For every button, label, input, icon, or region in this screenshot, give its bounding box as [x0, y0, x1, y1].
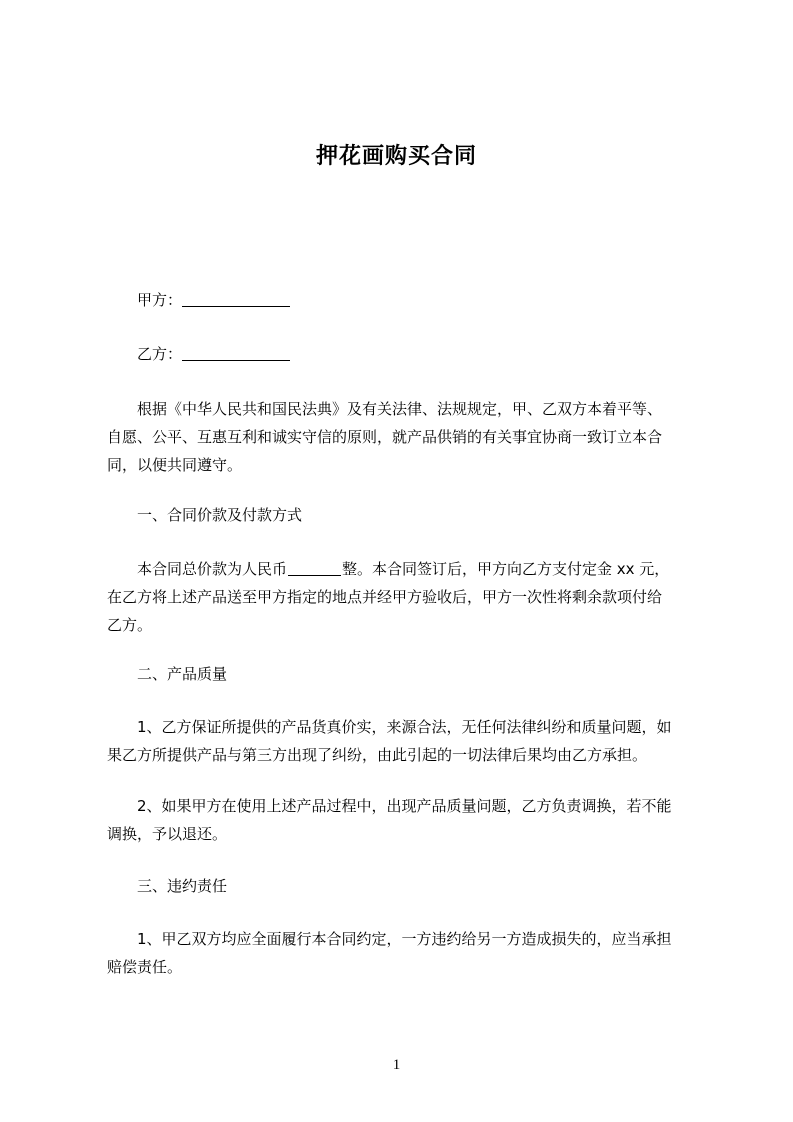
section-2-heading: 二、产品质量 — [137, 665, 228, 683]
price-blank — [288, 559, 341, 576]
section-3-heading: 三、违约责任 — [137, 877, 228, 895]
section-2-item-1 — [107, 713, 713, 769]
price-text-after: 整。本合同签订后，甲方向乙方支付定金 xx 元， — [342, 560, 670, 578]
section-2-item-2-line-1: 2、如果甲方在使用上述产品过程中，出现产品质量问题，乙方负责调换，若不能 — [137, 797, 672, 815]
intro-line-2: 自愿、公平、互惠互利和诚实守信的原则，就产品供销的有关事宜协商一致订立本合 — [107, 428, 663, 446]
section-1-line-1 — [107, 555, 713, 583]
party-b-line — [107, 340, 743, 368]
page-number: 1 — [392, 1057, 401, 1073]
party-a-label: 甲方： — [137, 291, 183, 309]
section-1-line-3: 乙方。 — [107, 616, 153, 634]
intro-line-3: 同，以便共同遵守。 — [107, 456, 243, 474]
intro-line-1: 根据《中华人民共和国民法典》及有关法律、法规规定，甲、乙双方本着平等、 — [137, 400, 663, 418]
section-2-item-1-line-2: 果乙方所提供产品与第三方出现了纠纷，由此引起的一切法律后果均由乙方承担。 — [107, 746, 648, 764]
section-3-item-1-line-2: 赔偿责任。 — [107, 958, 183, 976]
intro-paragraph — [107, 395, 713, 479]
section-2-item-2-line-2: 调换，予以退还。 — [107, 825, 228, 843]
price-text-before: 本合同总价款为人民币 — [137, 560, 288, 578]
document-title: 押花画购买合同 — [315, 144, 477, 169]
party-a-line — [107, 286, 743, 314]
section-1-heading: 一、合同价款及付款方式 — [137, 506, 303, 524]
section-2-item-1-line-1: 1、乙方保证所提供的产品货真价实，来源合法，无任何法律纠纷和质量问题，如 — [137, 718, 672, 736]
party-a-blank — [182, 290, 290, 307]
section-3-item-1-line-1: 1、甲乙双方均应全面履行本合同约定，一方违约给另一方造成损失的，应当承担 — [137, 930, 672, 948]
section-1-line-2: 在乙方将上述产品送至甲方指定的地点并经甲方验收后，甲方一次性将剩余款项付给 — [107, 588, 663, 606]
party-b-label: 乙方： — [137, 345, 183, 363]
party-b-blank — [182, 344, 290, 361]
section-1-paragraph — [107, 555, 713, 639]
section-2-item-2 — [107, 792, 713, 848]
section-3-item-1 — [107, 925, 713, 981]
